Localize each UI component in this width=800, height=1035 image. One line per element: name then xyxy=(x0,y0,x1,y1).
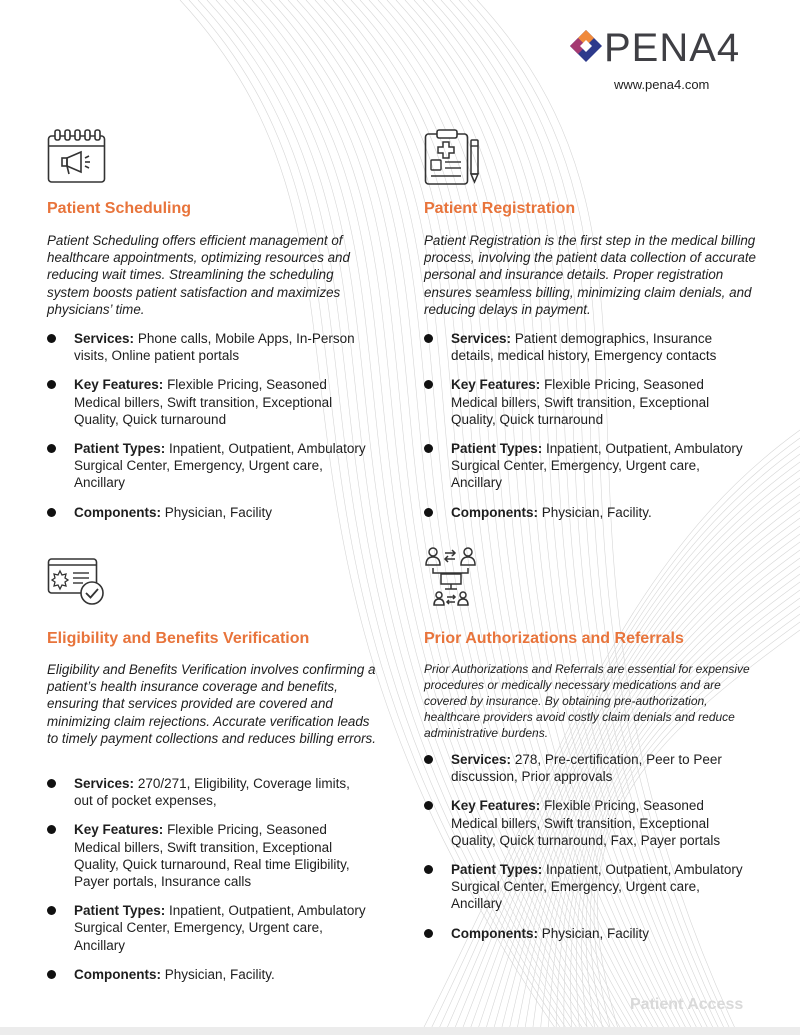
list-item xyxy=(424,925,744,942)
bullet-icon xyxy=(47,380,56,389)
list-item xyxy=(47,376,367,428)
id-card-check-icon xyxy=(47,557,107,609)
list-item xyxy=(47,966,367,983)
list-item xyxy=(424,440,744,492)
item-label: Services: xyxy=(451,752,512,767)
bullet-icon xyxy=(47,508,56,517)
bullet-icon xyxy=(424,865,433,874)
logo-wordmark: PENA4 xyxy=(604,26,741,70)
list-item xyxy=(424,797,744,849)
item-label: Components: xyxy=(451,504,538,520)
feature-list xyxy=(47,775,367,983)
item-label: Components: xyxy=(74,504,161,520)
list-item xyxy=(424,861,744,913)
section-description: Prior Authorizations and Referrals are essential for expensive procedures or medically necessary medications and are covered by insurance. By obtaining pre-authorization, healthcare providers avoid costly claim denials and reduce administrative burdens. xyxy=(424,662,750,740)
bottom-bar xyxy=(0,1027,800,1035)
list-item xyxy=(47,821,367,890)
item-label: Patient Types: xyxy=(74,903,166,919)
section-title: Patient Scheduling xyxy=(47,200,192,217)
item-label: Services: xyxy=(74,331,135,346)
bullet-icon xyxy=(47,779,56,788)
item-label: Key Features: xyxy=(451,798,541,814)
item-label: Services: xyxy=(451,331,512,346)
calendar-megaphone-icon xyxy=(47,128,107,184)
bullet-icon xyxy=(47,334,56,343)
item-text: Physician, Facility. xyxy=(541,504,652,520)
logo-website-url: www.pena4.com xyxy=(614,77,710,92)
item-label: Patient Types: xyxy=(451,862,543,878)
item-label: Patient Types: xyxy=(74,441,166,457)
item-text: Flexible Pricing, Seasoned Medical billers, Swift transition, Exceptional Quality, Quick turnaround, Fax, Payer portals xyxy=(451,798,721,848)
list-item xyxy=(424,751,744,785)
item-label: Key Features: xyxy=(74,377,164,393)
bullet-icon xyxy=(424,334,433,343)
item-label: Services: xyxy=(74,776,135,791)
section-description: Eligibility and Benefits Verification involves confirming a patient’s health insurance coverage and benefits, ensuring that services provided are covered and minimizing claim rejections. Accurate verification leads to timely payment collections and reduces billing errors. xyxy=(47,662,376,746)
item-text: Physician, Facility xyxy=(541,925,650,941)
feature-list xyxy=(424,330,744,521)
list-item xyxy=(424,504,744,521)
item-text: Inpatient, Outpatient, Ambulatory Surgical Center, Emergency, Urgent care, Ancillary xyxy=(451,862,743,912)
item-text: 278, Pre-certification, Peer to Peer discussion, Prior approvals xyxy=(451,752,722,785)
item-text: Physician, Facility xyxy=(164,504,273,520)
item-text: Flexible Pricing, Seasoned Medical billers, Swift transition, Exceptional Quality, Quick turnaround, Real time Eligibility, Payer portals, Insurance calls xyxy=(74,822,350,890)
list-item xyxy=(424,330,744,364)
item-text: Flexible Pricing, Seasoned Medical billers, Swift transition, Exceptional Quality, Quick turnaround xyxy=(451,377,710,427)
item-text: Flexible Pricing, Seasoned Medical billers, Swift transition, Exceptional Quality, Quick turnaround xyxy=(74,377,333,427)
bullet-icon xyxy=(47,906,56,915)
item-label: Components: xyxy=(74,966,161,982)
list-item xyxy=(47,440,367,492)
clipboard-medical-icon xyxy=(424,128,482,188)
item-text: Inpatient, Outpatient, Ambulatory Surgical Center, Emergency, Urgent care, Ancillary xyxy=(74,441,366,491)
pena4-logo xyxy=(568,24,758,96)
item-text: Inpatient, Outpatient, Ambulatory Surgical Center, Emergency, Urgent care, Ancillary xyxy=(451,441,743,491)
section-title: Eligibility and Benefits Verification xyxy=(47,630,310,647)
item-text: Phone calls, Mobile Apps, In-Person visits, Online patient portals xyxy=(74,331,355,364)
item-text: Patient demographics, Insurance details, medical history, Emergency contacts xyxy=(451,331,717,364)
feature-list xyxy=(47,330,367,521)
bullet-icon xyxy=(47,825,56,834)
feature-list xyxy=(424,751,744,942)
bullet-icon xyxy=(424,380,433,389)
section-description: Patient Registration is the first step in the medical billing process, involving the patient data collection of accurate personal and insurance details. Proper registration ensures seamless billing, minimizing claim denials, and reducing delays in payment. xyxy=(424,233,756,317)
section-title: Patient Registration xyxy=(424,200,576,217)
bullet-icon xyxy=(424,801,433,810)
section-title: Prior Authorizations and Referrals xyxy=(424,630,684,647)
bullet-icon xyxy=(424,508,433,517)
item-text: Inpatient, Outpatient, Ambulatory Surgical Center, Emergency, Urgent care, Ancillary xyxy=(74,903,366,953)
list-item xyxy=(47,775,367,809)
list-item xyxy=(424,376,744,428)
section-description: Patient Scheduling offers efficient management of healthcare appointments, optimizing resources and reducing wait times. Streamlining the scheduling system boosts patient satisfaction and maximizes physicians’ time. xyxy=(47,233,350,317)
bullet-icon xyxy=(424,755,433,764)
bullet-icon xyxy=(47,970,56,979)
item-text: Physician, Facility. xyxy=(164,966,275,982)
bullet-icon xyxy=(424,929,433,938)
item-label: Key Features: xyxy=(451,377,541,393)
item-label: Key Features: xyxy=(74,822,164,838)
logo-diamond-icon xyxy=(568,28,604,68)
people-exchange-icon xyxy=(424,547,480,609)
list-item xyxy=(47,504,367,521)
list-item xyxy=(47,902,367,954)
item-label: Patient Types: xyxy=(451,441,543,457)
footer-page-label: Patient Access xyxy=(630,996,744,1013)
list-item xyxy=(47,330,367,364)
item-text: 270/271, Eligibility, Coverage limits, out of pocket expenses, xyxy=(74,776,350,809)
bullet-icon xyxy=(424,444,433,453)
item-label: Components: xyxy=(451,925,538,941)
bullet-icon xyxy=(47,444,56,453)
